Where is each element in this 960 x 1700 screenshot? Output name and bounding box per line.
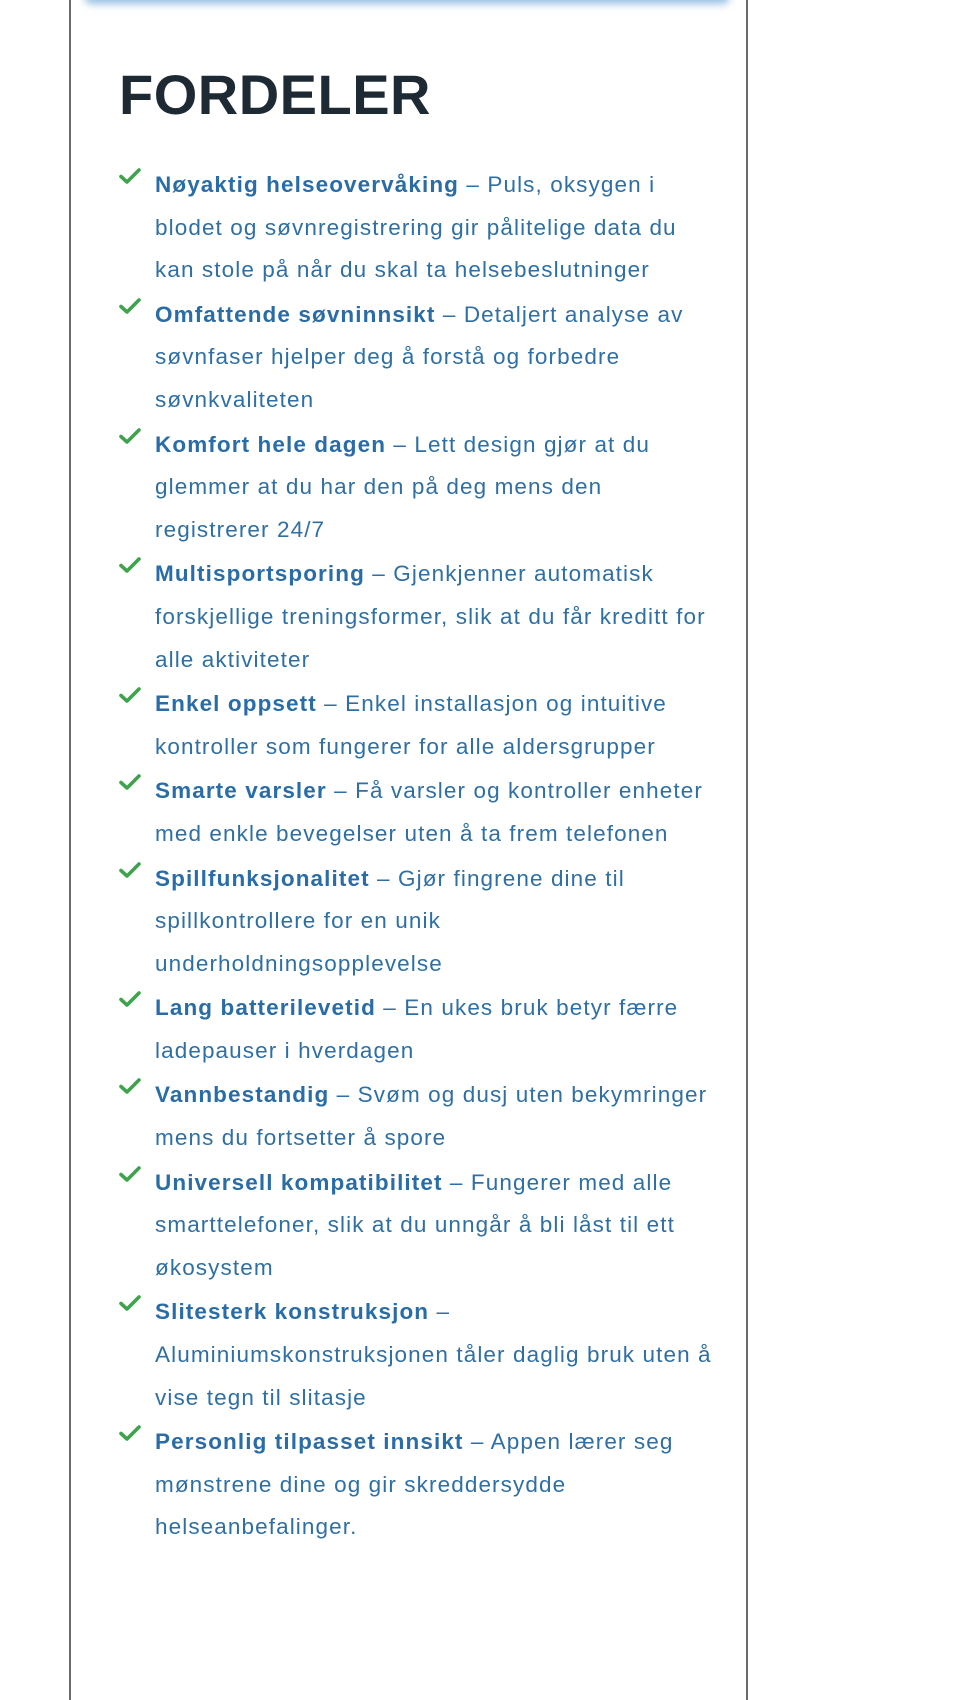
- check-icon: [119, 1166, 141, 1182]
- benefit-title: Spillfunksjonalitet: [155, 865, 370, 891]
- benefit-title: Slitesterk konstruksjon: [155, 1299, 430, 1325]
- benefit-title: Enkel oppsett: [155, 691, 317, 717]
- benefit-text: Appen lærer seg mønstrene dine og gir skreddersydde helseanbefalinger.: [155, 1429, 674, 1540]
- benefit-text: Enkel installasjon og intuitive kontroller som fungerer for alle aldersgrupper: [155, 691, 667, 759]
- benefit-separator: –: [326, 778, 356, 804]
- benefit-item: [119, 1291, 719, 1419]
- benefit-text: En ukes bruk betyr færre ladepauser i hverdagen: [155, 995, 679, 1063]
- benefit-title: Vannbestandig: [155, 1082, 330, 1108]
- benefits-panel: [69, 0, 748, 1700]
- benefit-title: Omfattende søvninnsikt: [155, 301, 436, 327]
- benefit-item: [119, 294, 719, 422]
- benefit-text: Fungerer med alle smarttelefoner, slik at du unngår å bli låst til ett økosystem: [155, 1169, 675, 1280]
- benefit-separator: –: [442, 1169, 471, 1195]
- benefit-item: [119, 553, 719, 681]
- benefit-title: Nøyaktig helseovervåking: [155, 172, 460, 197]
- check-icon: [119, 168, 141, 184]
- check-icon: [119, 687, 141, 703]
- benefit-separator: –: [369, 865, 398, 891]
- check-icon: [119, 991, 141, 1007]
- benefit-item: [119, 987, 719, 1072]
- section-heading: FORDELER: [119, 63, 431, 126]
- check-icon: [119, 774, 141, 790]
- benefit-item: [119, 1074, 719, 1159]
- benefit-title: Personlig tilpasset innsikt: [155, 1429, 464, 1455]
- check-icon: [119, 428, 141, 444]
- benefit-text: Gjenkjenner automatisk forskjellige treningsformer, slik at du får kreditt for alle aktiviteter: [155, 561, 706, 672]
- benefit-separator: –: [316, 691, 346, 717]
- benefit-item: [119, 1421, 719, 1549]
- benefits-list: [119, 164, 719, 1551]
- check-icon: [119, 298, 141, 314]
- benefit-text: Lett design gjør at du glemmer at du har den på deg mens den registrerer 24/7: [155, 431, 650, 542]
- benefit-item: [119, 770, 719, 855]
- benefit-title: Universell kompatibilitet: [155, 1169, 443, 1195]
- benefit-text: Få varsler og kontroller enheter med enkle bevegelser uten å ta frem telefonen: [155, 778, 703, 846]
- benefit-separator: –: [435, 301, 464, 327]
- benefit-separator: –: [429, 1299, 451, 1325]
- benefit-item: [119, 1162, 719, 1290]
- benefit-item: [119, 683, 719, 768]
- benefit-title: Komfort hele dagen: [155, 431, 387, 457]
- check-icon: [119, 1425, 141, 1441]
- benefit-title: Lang batterilevetid: [155, 995, 376, 1021]
- benefit-text: Svøm og dusj uten bekymringer mens du fortsetter å spore: [155, 1082, 708, 1151]
- benefit-separator: –: [459, 172, 488, 197]
- benefit-separator: –: [364, 561, 394, 587]
- benefit-separator: –: [386, 431, 415, 457]
- benefit-item: [119, 164, 719, 292]
- benefit-item: [119, 424, 719, 552]
- check-icon: [119, 1295, 141, 1311]
- benefit-text: Detaljert analyse av søvnfaser hjelper deg å forstå og forbedre søvnkvaliteten: [155, 301, 684, 412]
- benefit-separator: –: [329, 1082, 358, 1108]
- benefit-text: Gjør fingrene dine til spillkontrollere for en unik underholdningsopplevelse: [155, 865, 625, 976]
- benefit-separator: –: [463, 1429, 491, 1455]
- benefit-text: Puls, oksygen i blodet og søvnregistrering gir pålitelige data du kan stole på når du skal ta helsebeslutninger: [155, 172, 677, 283]
- benefit-item: [119, 858, 719, 986]
- benefit-title: Smarte varsler: [155, 778, 327, 804]
- benefit-title: Multisportsporing: [155, 561, 365, 587]
- benefit-separator: –: [375, 995, 405, 1021]
- benefit-text: Aluminiumskonstruksjonen tåler daglig bruk uten å vise tegn til slitasje: [155, 1342, 712, 1410]
- check-icon: [119, 557, 141, 573]
- check-icon: [119, 862, 141, 878]
- check-icon: [119, 1078, 141, 1094]
